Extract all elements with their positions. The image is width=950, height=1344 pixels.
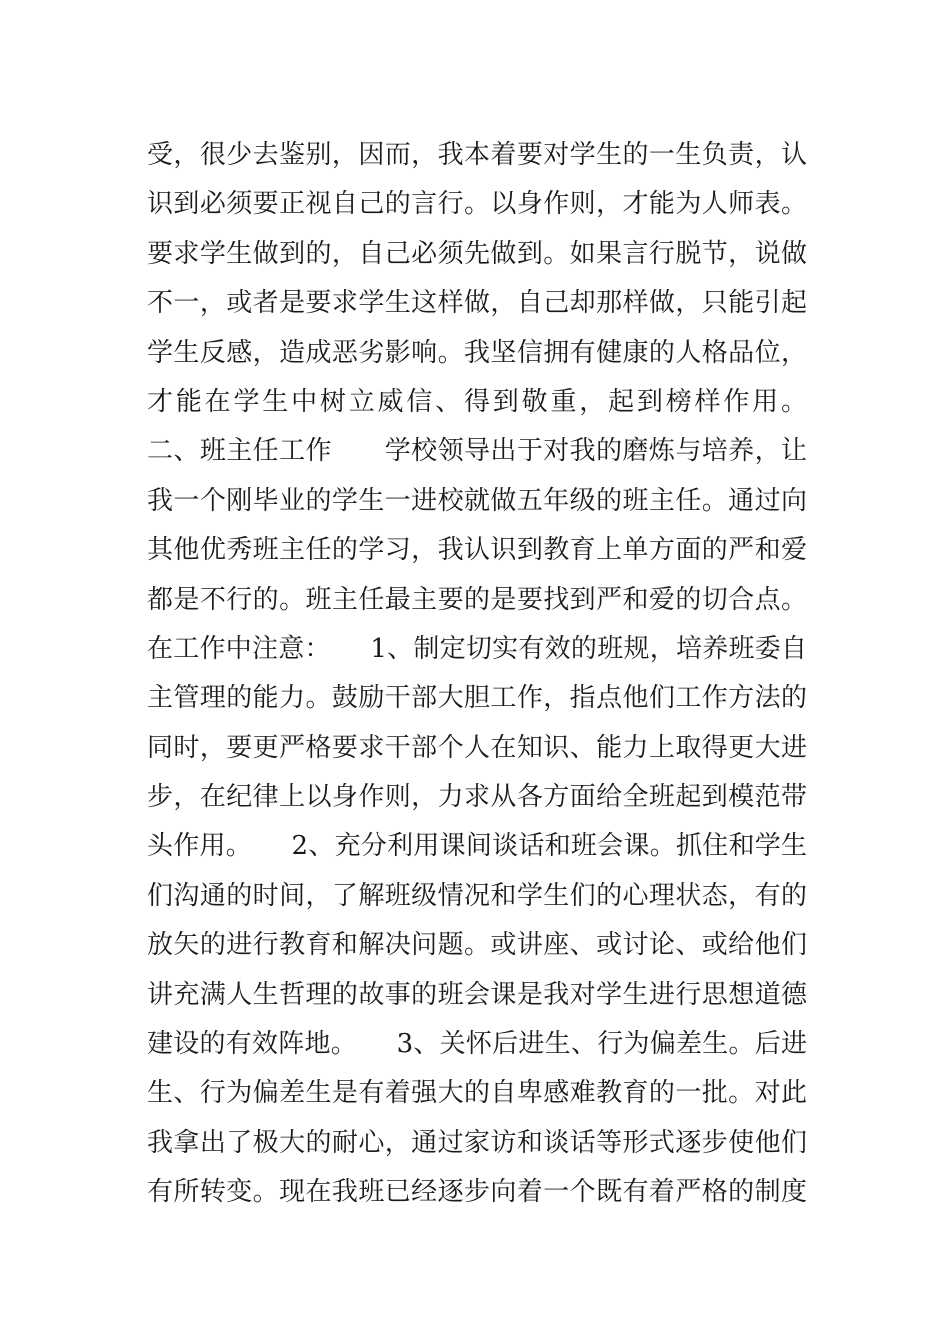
text-line: 步，在纪律上以身作则，力求从各方面给全班起到模范带 <box>147 782 807 813</box>
text-line: 才能在学生中树立威信、得到敬重，起到榜样作用。 <box>147 386 807 417</box>
text-line: 放矢的进行教育和解决问题。或讲座、或讨论、或给他们 <box>147 930 807 961</box>
text-line: 学生反感，造成恶劣影响。我坚信拥有健康的人格品位， <box>147 337 807 368</box>
text-line: 讲充满人生哲理的故事的班会课是我对学生进行思想道德 <box>147 979 807 1010</box>
text-line: 都是不行的。班主任最主要的是要找到严和爱的切合点。 <box>147 584 807 615</box>
text-line: 识到必须要正视自己的言行。以身作则，才能为人师表。 <box>147 189 807 220</box>
text-line: 我拿出了极大的耐心，通过家访和谈话等形式逐步使他们 <box>147 1127 807 1158</box>
text-line: 们沟通的时间，了解班级情况和学生们的心理状态，有的 <box>147 880 807 911</box>
text-line: 生、行为偏差生是有着强大的自卑感难教育的一批。对此 <box>147 1078 807 1109</box>
text-line: 要求学生做到的，自己必须先做到。如果言行脱节，说做 <box>147 238 807 269</box>
text-line: 有所转变。现在我班已经逐步向着一个既有着严格的制度 <box>147 1177 807 1208</box>
text-line: 不一，或者是要求学生这样做，自己却那样做，只能引起 <box>147 288 807 319</box>
text-line: 同时，要更严格要求干部个人在知识、能力上取得更大进 <box>147 732 807 763</box>
text-line: 我一个刚毕业的学生一进校就做五年级的班主任。通过向 <box>147 485 807 516</box>
text-line: 二、班主任工作 学校领导出于对我的磨炼与培养，让 <box>147 436 807 467</box>
body-text <box>147 131 807 1218</box>
text-line: 其他优秀班主任的学习，我认识到教育上单方面的严和爱 <box>147 535 807 566</box>
text-line: 主管理的能力。鼓励干部大胆工作，指点他们工作方法的 <box>147 683 807 714</box>
text-line: 受，很少去鉴别，因而，我本着要对学生的一生负责，认 <box>147 140 807 170</box>
text-line: 在工作中注意： 1、制定切实有效的班规，培养班委自 <box>147 633 807 664</box>
text-line: 建设的有效阵地。 3、关怀后进生、行为偏差生。后进 <box>147 1029 807 1060</box>
text-line: 头作用。 2、充分利用课间谈话和班会课。抓住和学生 <box>147 831 807 862</box>
